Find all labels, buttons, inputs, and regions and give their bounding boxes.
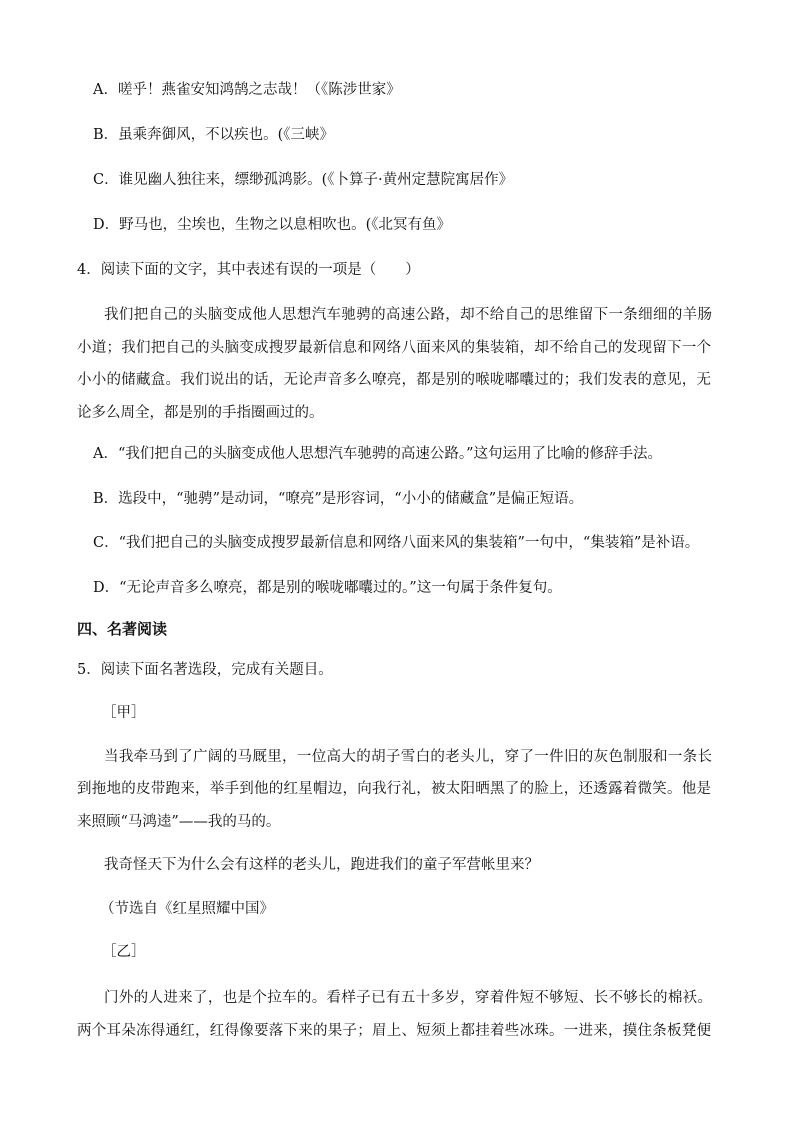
q4-passage-line-1: 我们把自己的头脑变成他人思想汽车驰骋的高速公路，却不给自己的思维留下一条细细的羊肠 — [104, 307, 712, 323]
q5-part-a-question: 我奇怪天下为什么会有这样的老头儿，跑进我们的童子军营帐里来？ — [104, 857, 539, 873]
q4-option-d: D．“无论声音多么嘹亮，都是别的喉咙嘟囔过的。”这一句属于条件复句。 — [93, 580, 562, 596]
q5-stem: 5．阅读下面名著选段，完成有关题目。 — [77, 662, 333, 678]
q5-part-b-line-1: 门外的人进来了，也是个拉车的。看样子已有五十多岁，穿着件短不够短、长不够长的棉袄。 — [104, 990, 712, 1006]
q3-option-b: B．虽乘奔御风，不以疾也。(《三峡》 — [93, 127, 335, 143]
q5-part-a-line-1: 当我牵马到了广阔的马厩里，一位高大的胡子雪白的老头儿，穿了一件旧的灰色制服和一条长 — [104, 749, 712, 765]
q5-part-b-label: ［乙］ — [102, 944, 146, 960]
q4-passage-line-3: 小小的储藏盒。我们说出的话，无论声音多么嘹亮，都是别的喉咙嘟囔过的；我们发表的意见，无 — [77, 372, 711, 388]
q4-option-a: A．“我们把自己的头脑变成他人思想汽车驰骋的高速公路。”这句运用了比喻的修辞手法。 — [93, 446, 663, 462]
q4-option-c: C．“我们把自己的头脑变成搜罗最新信息和网络八面来风的集装箱”一句中，“集装箱”是补语。 — [93, 535, 700, 551]
q4-stem: 4．阅读下面的文字，其中表述有误的一项是（ ） — [77, 262, 420, 278]
q3-option-d: D．野马也，尘埃也，生物之以息相吹也。(《北冥有鱼》 — [93, 217, 452, 233]
q5-part-a-line-3: 来照顾“马鸿逵”——我的马的。 — [77, 814, 281, 830]
q4-passage-line-4: 论多么周全，都是别的手指圈画过的。 — [77, 405, 324, 421]
q3-option-c: C．谁见幽人独往来，缥缈孤鸿影。(《卜算子·黄州定慧院寓居作》 — [93, 172, 514, 188]
q4-passage-line-2: 小道；我们把自己的头脑变成搜罗最新信息和网络八面来风的集装箱，却不给自己的发现留下一个 — [77, 340, 711, 356]
q3-option-a: A．嗟乎！燕雀安知鸿鹄之志哉！（《陈涉世家》 — [93, 82, 401, 98]
q4-option-b: B．选段中，“驰骋”是动词，“嘹亮”是形容词，“小小的储藏盒”是偏正短语。 — [93, 491, 584, 507]
q5-part-b-line-2: 两个耳朵冻得通红，红得像要落下来的果子；眉上、短须上都挂着些冰珠。一进来，摸住条板凳便 — [77, 1023, 711, 1039]
q5-part-a-label: ［甲］ — [102, 705, 146, 721]
q5-part-a-source: （节选自《红星照耀中国》 — [100, 901, 274, 917]
q5-part-a-line-2: 到拖地的皮带跑来，举手到他的红星帽边，向我行礼，被太阳晒黑了的脸上，还透露着微笑。他是 — [77, 781, 711, 797]
section-heading: 四、名著阅读 — [77, 620, 168, 638]
